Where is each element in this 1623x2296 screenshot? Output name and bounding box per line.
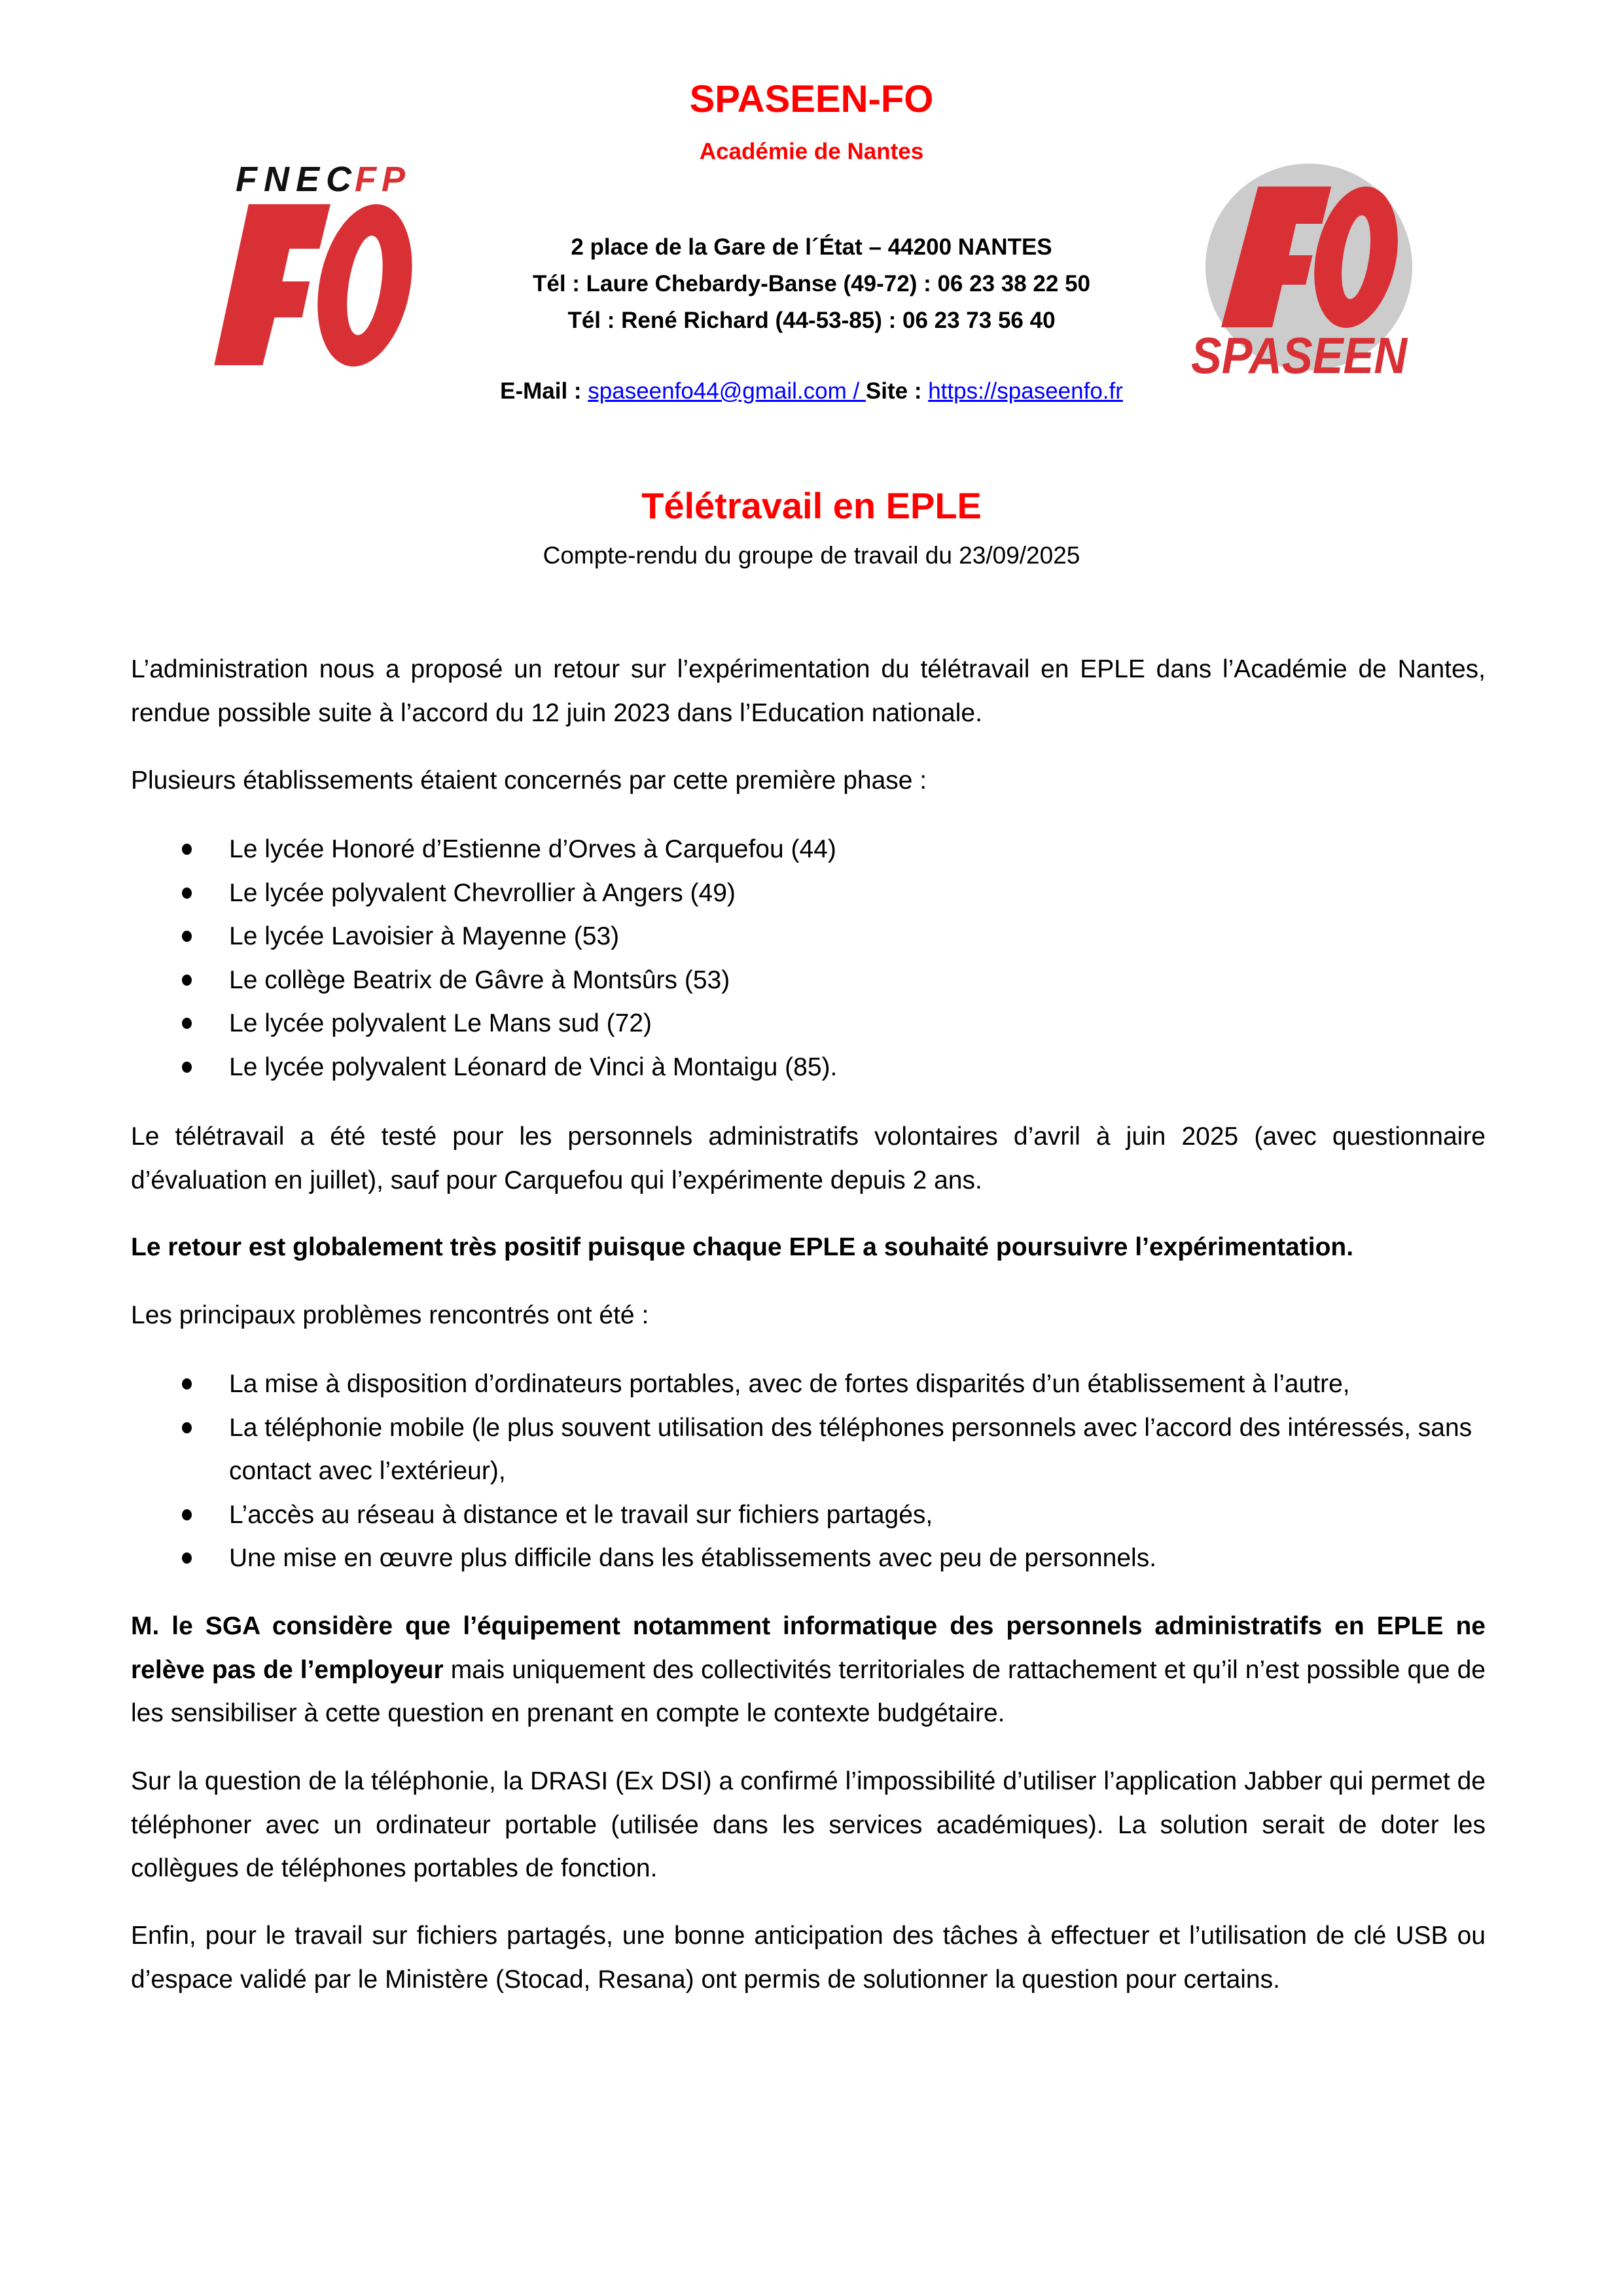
bullet-icon	[182, 1062, 192, 1073]
bullet-icon	[182, 1509, 192, 1520]
bullet-icon	[182, 931, 192, 942]
problem-text: La téléphonie mobile (le plus souvent utilisation des téléphones personnels avec l’accord des intéressés, sans contact avec l’extérieur),	[229, 1413, 1472, 1485]
phone-contact-1: Tél : Laure Chebardy-Banse (49-72) : 06 23 38 22 50	[532, 271, 1091, 296]
bullet-icon	[182, 1552, 192, 1564]
list-item	[177, 959, 1486, 1003]
email-link[interactable]: spaseenfo44@gmail.com /	[588, 378, 866, 404]
email-label: E-Mail :	[500, 378, 588, 404]
document-subtitle: Compte-rendu du groupe de travail du 23/09/2025	[543, 542, 1080, 569]
fnec-fp-fo-logo-svg	[209, 157, 425, 373]
establishments-list	[177, 828, 1486, 1089]
logo-spaseen-text: SPASEEN	[1191, 327, 1408, 380]
bullet-icon	[182, 888, 192, 899]
establishment-name: Le lycée polyvalent Léonard de Vinci à Montaigu (85).	[229, 1052, 838, 1081]
establishment-name: Le lycée Lavoisier à Mayenne (53)	[229, 922, 620, 950]
list-item	[177, 915, 1486, 959]
logo-fp-text: FP	[355, 160, 411, 199]
site-label: Site :	[865, 378, 929, 404]
bullet-icon	[182, 1018, 192, 1029]
contact-line	[0, 378, 1623, 404]
establishment-name: Le lycée Honoré d’Estienne d’Orves à Carquefou (44)	[229, 835, 836, 863]
sga-bold-text: M. le SGA considère que l’équipement notamment informatique des personnels administratifs en EPLE ne relève pas de l’employeur	[131, 1612, 1486, 1684]
postal-address: 2 place de la Gare de l´État – 44200 NANTES	[571, 234, 1052, 260]
problem-text: La mise à disposition d’ordinateurs portables, avec de fortes disparités d’un établissement à l’autre,	[229, 1370, 1350, 1398]
establishment-name: Le collège Beatrix de Gâvre à Montsûrs (53)	[229, 965, 730, 994]
academy-name: Académie de Nantes	[699, 139, 924, 164]
list-item	[177, 1002, 1486, 1046]
logo-fnec-text: FNEC	[236, 160, 358, 199]
list-item	[177, 1363, 1486, 1407]
sga-rest-text: mais uniquement des collectivités territoriales de rattachement et qu’il n’est possible que de les sensibiliser à cette question en prenant en compte le contexte budgétaire.	[131, 1655, 1486, 1727]
problem-text: L’accès au réseau à distance et le travail sur fichiers partagés,	[229, 1500, 933, 1529]
bullet-icon	[182, 844, 192, 855]
website-link[interactable]: https://spaseenfo.fr	[928, 378, 1123, 404]
sga-paragraph	[131, 1605, 1486, 1736]
telephony-paragraph: Sur la question de la téléphonie, la DRASI (Ex DSI) a confirmé l’impossibilité d’utiliser l’application Jabber qui permet de téléphoner avec un ordinateur portable (utilisée dans les services académiques). La solution serait de doter les collègues de téléphones portables de fonction.	[131, 1767, 1486, 1882]
establishment-name: Le lycée polyvalent Chevrollier à Angers (49)	[229, 878, 736, 907]
fnec-fp-fo-logo-icon	[209, 157, 425, 373]
intro-paragraph: L’administration nous a proposé un retour sur l’expérimentation du télétravail en EPLE dans l’Académie de Nantes, rendue possible suite à l’accord du 12 juin 2023 dans l’Education nationale.	[131, 655, 1486, 727]
test-period-paragraph: Le télétravail a été testé pour les personnels administratifs volontaires d’avril à juin 2025 (avec questionnaire d’évaluation en juillet), sauf pour Carquefou qui l’expérimente depuis 2 ans.	[131, 1122, 1486, 1194]
bullet-icon	[182, 1378, 192, 1390]
org-name: SPASEEN-FO	[689, 78, 934, 120]
list-item	[177, 872, 1486, 916]
problems-list	[177, 1363, 1486, 1581]
shared-files-paragraph: Enfin, pour le travail sur fichiers partagés, une bonne anticipation des tâches à effectuer et l’utilisation de clé USB ou d’espace validé par le Ministère (Stocad, Resana) ont permis de solutionner la question pour certains.	[131, 1922, 1486, 1994]
problem-text: Une mise en œuvre plus difficile dans les établissements avec peu de personnels.	[229, 1544, 1157, 1572]
feedback-paragraph: Le retour est globalement très positif puisque chaque EPLE a souhaité poursuivre l’expérimentation.	[131, 1233, 1354, 1261]
establishments-intro: Plusieurs établissements étaient concernés par cette première phase :	[131, 766, 927, 795]
list-item	[177, 1046, 1486, 1090]
fo-spaseen-logo-icon	[1185, 151, 1427, 380]
bullet-icon	[182, 975, 192, 986]
list-item	[177, 1407, 1486, 1494]
phone-contact-2: Tél : René Richard (44-53-85) : 06 23 73 56 40	[567, 308, 1056, 333]
fo-spaseen-logo-svg	[1185, 151, 1427, 380]
establishment-name: Le lycée polyvalent Le Mans sud (72)	[229, 1009, 652, 1037]
list-item	[177, 1494, 1486, 1537]
document-title: Télétravail en EPLE	[641, 485, 982, 526]
list-item	[177, 1537, 1486, 1581]
problems-intro: Les principaux problèmes rencontrés ont été :	[131, 1301, 649, 1329]
bullet-icon	[182, 1422, 192, 1433]
list-item	[177, 828, 1486, 872]
